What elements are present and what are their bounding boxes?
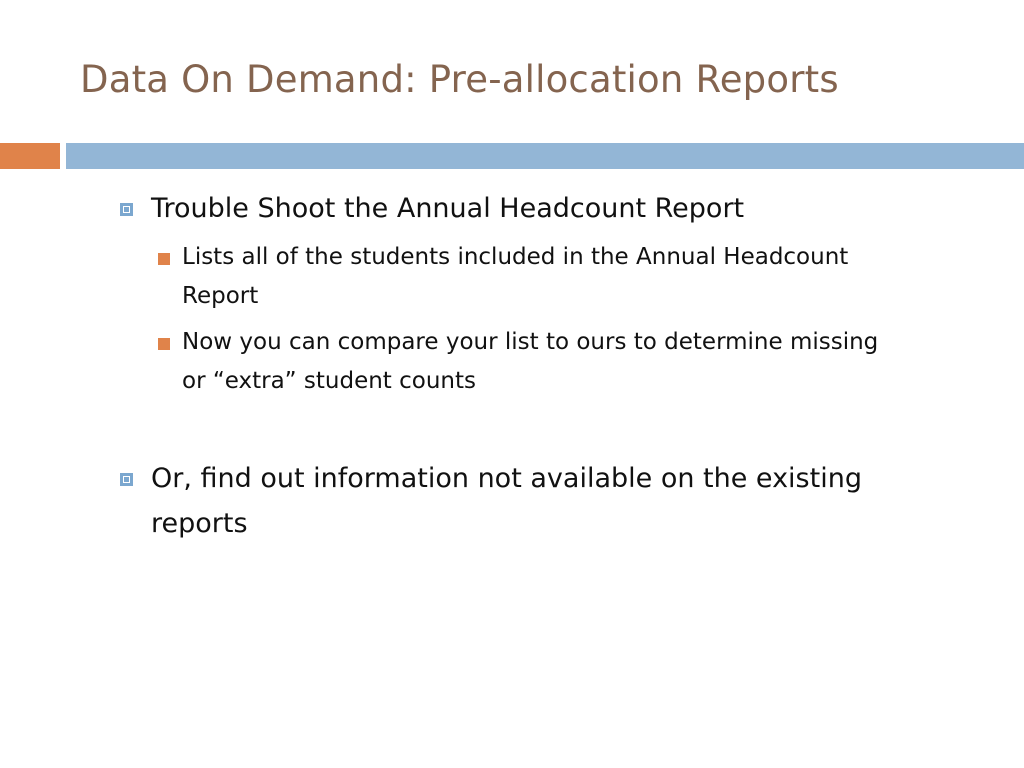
filled-square-bullet-icon [158, 338, 170, 350]
slide-title: Data On Demand: Pre-allocation Reports [80, 58, 839, 101]
sub-bullet-line: Lists all of the students included in the Annual Headcount [182, 244, 849, 270]
square-bullet-icon [120, 473, 133, 486]
filled-square-bullet-icon [158, 253, 170, 265]
square-bullet-icon [120, 203, 133, 216]
bullet-level1-text: Or, find out information not available on the existing [151, 463, 862, 494]
bullet-level1-text: Trouble Shoot the Annual Headcount Report [151, 193, 745, 224]
sub-bullet-line: or “extra” student counts [182, 368, 477, 394]
bullet-level1-text: reports [151, 508, 248, 539]
sub-bullet-line: Report [182, 283, 259, 309]
sub-bullet-line: Now you can compare your list to ours to determine missing [182, 329, 879, 355]
